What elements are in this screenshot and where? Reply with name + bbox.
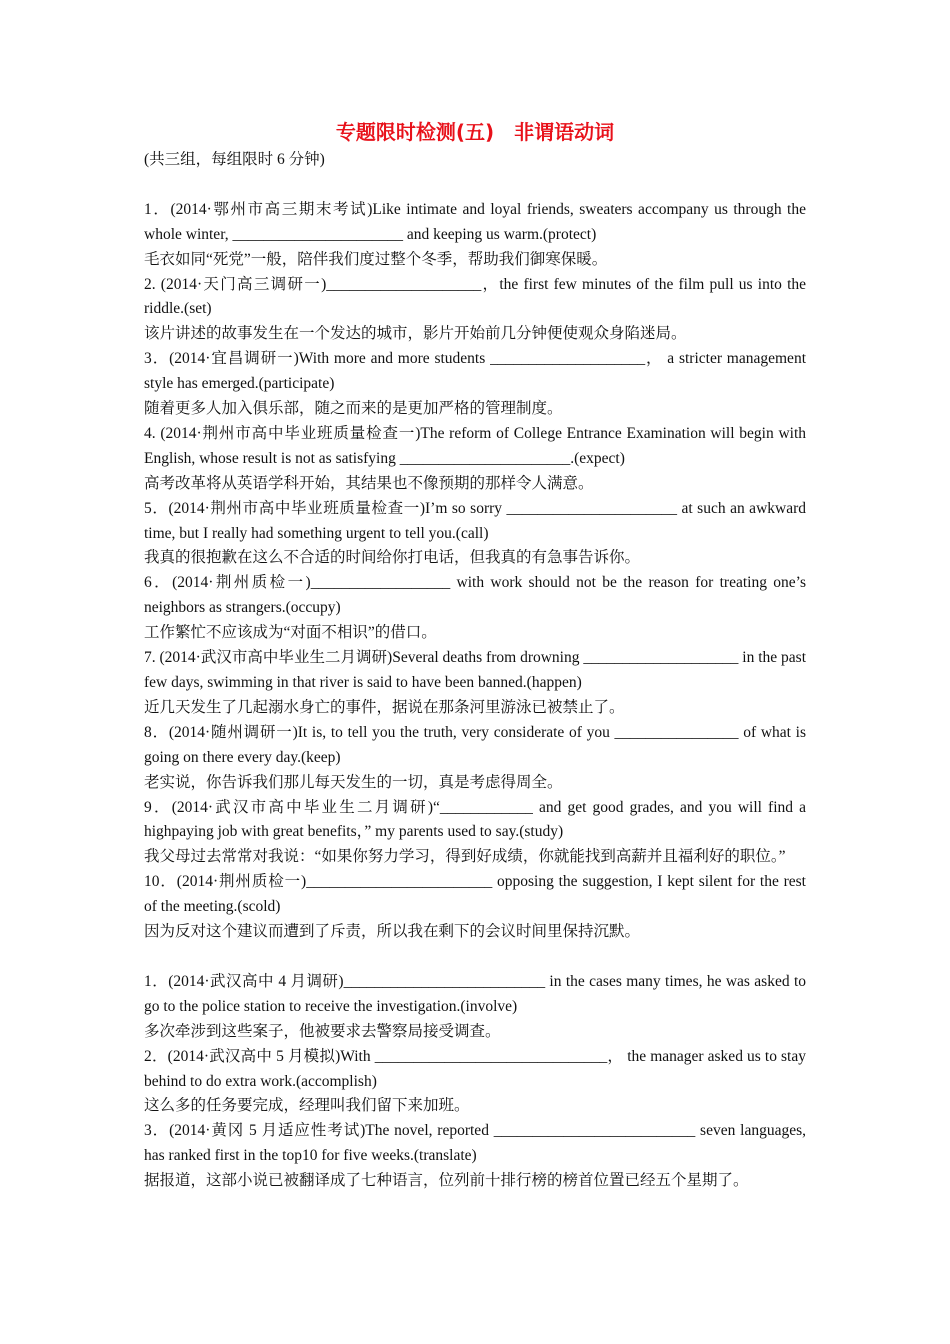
spacer	[144, 945, 806, 970]
page-subtitle: (共三组，每组限时 6 分钟)	[144, 151, 325, 168]
question-group-2	[144, 970, 806, 1194]
question-1-8-english: 8．(2014·随州调研一)It is, to tell you the truth, very considerate of you ________________ of what is going on there every day.(keep)	[144, 723, 806, 766]
question-1-3-chinese: 随着更多人加入俱乐部，随之而来的是更加严格的管理制度。	[144, 400, 563, 418]
question-1-1-chinese: 毛衣如同“死党”一般，陪伴我们度过整个冬季，帮助我们御寒保暖。	[144, 250, 608, 268]
question-1-8-chinese: 老实说，你告诉我们那儿每天发生的一切，真是考虑得周全。	[144, 773, 563, 791]
question-1-5-chinese: 我真的很抱歉在这么不合适的时间给你打电话，但我真的有急事告诉你。	[144, 549, 641, 567]
question-1-10-chinese: 因为反对这个建议而遭到了斥责，所以我在剩下的会议时间里保持沉默。	[144, 923, 641, 941]
question-2-1-chinese: 多次牵涉到这些案子，他被要求去警察局接受调查。	[144, 1022, 501, 1040]
question-1-6-chinese: 工作繁忙不应该成为“对面不相识”的借口。	[144, 624, 437, 642]
question-1-9-chinese: 我父母过去常常对我说：“如果你努力学习，得到好成绩，你就能找到高薪并且福利好的职位。”	[144, 848, 786, 866]
question-2-2-chinese: 这么多的任务要完成，经理叫我们留下来加班。	[144, 1097, 470, 1115]
spacer	[144, 173, 806, 198]
question-2-1-english: 1．(2014·武汉高中 4 月调研)__________________________ in the cases many times, he was asked to go to the police station to receive the investigation.(involve)	[144, 972, 806, 1015]
question-1-10-english: 10．(2014·荆州质检一)________________________ opposing the suggestion, I kept silent for the rest of the meeting.(scold)	[144, 873, 806, 916]
question-group-1	[144, 198, 806, 945]
question-1-3-english: 3．(2014·宜昌调研一)With more and more students ____________________， a stricter management style has emerged.(participate)	[144, 350, 806, 393]
question-1-1-english: 1．(2014·鄂州市高三期末考试)Like intimate and loyal friends, sweaters accompany us through the whole winter, ______________________ and keeping us warm.(protect)	[144, 200, 806, 243]
question-1-2-chinese: 该片讲述的故事发生在一个发达的城市，影片开始前几分钟便使观众身陷迷局。	[144, 325, 687, 343]
question-2-3-english: 3．(2014·黄冈 5 月适应性考试)The novel, reported __________________________ seven languages, has ranked first in the top10 for five weeks.(translate)	[144, 1122, 806, 1165]
question-1-4-english: 4. (2014·荆州市高中毕业班质量检查一)The reform of College Entrance Examination will begin with English, whose result is not as satisfying ______________________.(expect)	[144, 424, 806, 467]
question-1-4-chinese: 高考改革将从英语学科开始，其结果也不像预期的那样令人满意。	[144, 474, 594, 492]
question-1-7-english: 7. (2014·武汉市高中毕业生二月调研)Several deaths from drowning ____________________ in the past few days, swimming in that river is said to have been banned.(happen)	[144, 649, 806, 692]
document-page	[144, 118, 806, 1194]
question-2-3-chinese: 据报道，这部小说已被翻译成了七种语言，位列前十排行榜的榜首位置已经五个星期了。	[144, 1172, 749, 1190]
question-1-2-english: 2. (2014·天门高三调研一)____________________，the first few minutes of the film pull us into the riddle.(set)	[144, 275, 806, 318]
question-1-5-english: 5．(2014·荆州市高中毕业班质量检查一)I’m so sorry ______________________ at such an awkward time, but I really had something urgent to tell you.(call)	[144, 499, 806, 542]
question-1-7-chinese: 近几天发生了几起溺水身亡的事件，据说在那条河里游泳已被禁止了。	[144, 698, 625, 716]
question-1-6-english: 6．(2014·荆州质检一)__________________ with work should not be the reason for treating one’s neighbors as strangers.(occupy)	[144, 574, 806, 617]
question-2-2-english: 2．(2014·武汉高中 5 月模拟)With ______________________________， the manager asked us to stay behind to do extra work.(accomplish)	[144, 1047, 806, 1090]
page-title: 专题限时检测(五) 非谓语动词	[335, 120, 615, 144]
question-1-9-english: 9．(2014·武汉市高中毕业生二月调研)“____________ and get good grades, and you will find a highpaying job with great benefits，” my parents used to say.(study)	[144, 798, 806, 841]
